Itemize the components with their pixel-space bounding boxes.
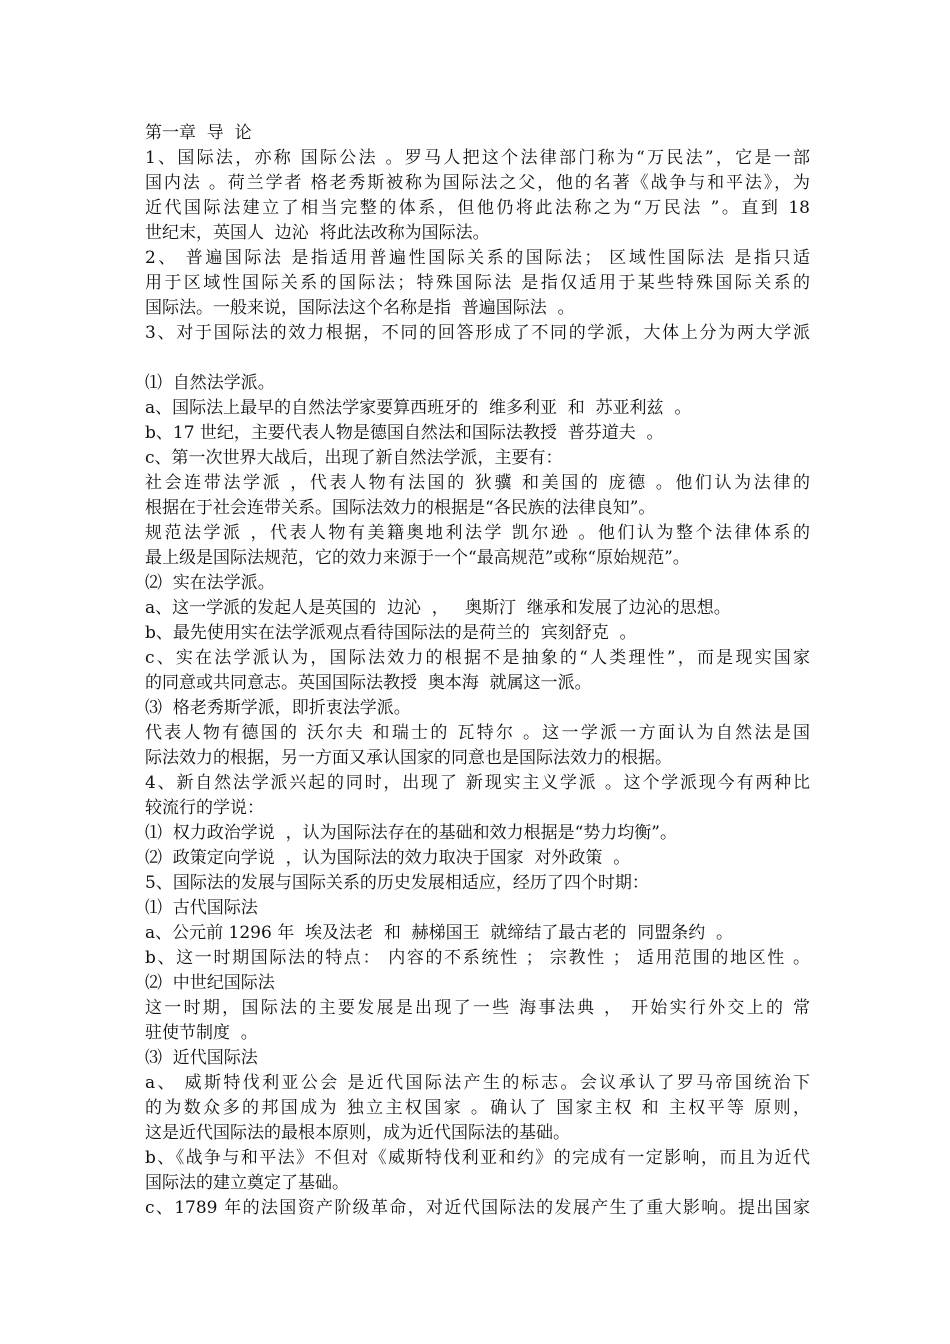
text-line: a、这一学派的发起人是英国的 边沁 ， 奥斯汀 继承和发展了边沁的思想。 [145,598,731,618]
text-line: 这是近代国际法的最根本原则，成为近代国际法的基础。 [145,1123,570,1143]
text-line: 用于区域性国际关系的国际法；特殊国际法 是指仅适用于某些特殊国际关系的 [145,273,810,293]
text-line: 4、新自然法学派兴起的同时，出现了 新现实主义学派 。这个学派现今有两种比 [145,773,810,793]
text-line: ⑴ 自然法学派。 [145,373,275,393]
text-line: ⑴ 权力政治学说 ，认为国际法存在的基础和效力根据是“势力均衡”。 [145,823,677,843]
text-line: 2、 普遍国际法 是指适用普遍性国际关系的国际法； 区域性国际法 是指只适 [145,248,810,268]
text-line: 驻使节制度 。 [145,1023,258,1043]
text-line: 国际法。一般来说，国际法这个名称是指 普遍国际法 。 [145,298,575,318]
text-line: 际法效力的根据，另一方面又承认国家的同意也是国际法效力的根据。 [145,748,672,768]
text-line: ⑵ 政策定向学说 ，认为国际法的效力取决于国家 对外政策 。 [145,848,631,868]
text-line: 较流行的学说： [145,798,264,818]
text-line: 近代国际法建立了相当完整的体系，但他仍将此法称之为“万民法 ”。直到 18 [145,198,810,218]
text-line: 规范法学派 ，代表人物有美籍奥地利法学 凯尔逊 。他们认为整个法律体系的 [145,523,810,543]
text-line: b、17 世纪，主要代表人物是德国自然法和国际法教授 普芬道夫 。 [145,423,664,443]
text-line: a、国际法上最早的自然法学家要算西班牙的 维多利亚 和 苏亚利兹 。 [145,398,692,418]
text-line: 3、对于国际法的效力根据，不同的回答形成了不同的学派，大体上分为两大学派 [145,323,810,343]
text-line: 的为数众多的邦国成为 独立主权国家 。确认了 国家主权 和 主权平等 原则， [145,1098,810,1118]
text-line: ⑴ 古代国际法 [145,898,258,918]
text-line: c、第一次世界大战后，出现了新自然法学派，主要有： [145,448,563,468]
text-line: 代表人物有德国的 沃尔夫 和瑞士的 瓦特尔 。这一学派一方面认为自然法是国 [145,723,810,743]
text-line: ⑶ 格老秀斯学派，即折衷法学派。 [145,698,411,718]
blank-line [145,346,810,371]
text-line: c、1789 年的法国资产阶级革命，对近代国际法的发展产生了重大影响。提出国家 [145,1198,810,1218]
text-line: 5、国际法的发展与国际关系的历史发展相适应，经历了四个时期： [145,873,649,893]
text-line: a、 威斯特伐利亚公会 是近代国际法产生的标志。会议承认了罗马帝国统治下 [145,1073,810,1093]
text-line: 根据在于社会连带关系。国际法效力的根据是“各民族的法律良知”。 [145,498,656,518]
text-line: 最上级是国际法规范，它的效力来源于一个“最高规范”或称“原始规范”。 [145,548,690,568]
text-line: 国内法 。荷兰学者 格老秀斯被称为国际法之父，他的名著《战争与和平法》，为 [145,173,810,193]
text-line: 社会连带法学派 ，代表人物有法国的 狄骥 和美国的 庞德 。他们认为法律的 [145,473,810,493]
text-line: ⑶ 近代国际法 [145,1048,258,1068]
text-line: c、实在法学派认为，国际法效力的根据不是抽象的“人类理性”，而是现实国家 [145,648,810,668]
text-line: 这一时期，国际法的主要发展是出现了一些 海事法典 ， 开始实行外交上的 常 [145,998,810,1018]
text-line: a、公元前 1296 年 埃及法老 和 赫梯国王 就缔结了最古老的 同盟条约 。 [145,923,734,943]
text-line: 世纪末，英国人 边沁 将此法改称为国际法。 [145,223,490,243]
text-line: 的同意或共同意志。英国国际法教授 奥本海 就属这一派。 [145,673,592,693]
text-line: b、这一时期国际法的特点： 内容的不系统性 ； 宗教性 ； 适用范围的地区性 。 [145,948,810,968]
text-line: 1、国际法，亦称 国际公法 。罗马人把这个法律部门称为“万民法”，它是一部 [145,148,810,168]
text-line: b、最先使用实在法学派观点看待国际法的是荷兰的 宾刻舒克 。 [145,623,637,643]
text-line: ⑵ 实在法学派。 [145,573,275,593]
text-line: 第一章 导 论 [145,123,252,143]
text-line: ⑵ 中世纪国际法 [145,973,275,993]
document-body [145,121,810,1221]
text-line: b、《战争与和平法》不但对《威斯特伐利亚和约》的完成有一定影响，而且为近代 [145,1148,810,1168]
text-line: 国际法的建立奠定了基础。 [145,1173,349,1193]
